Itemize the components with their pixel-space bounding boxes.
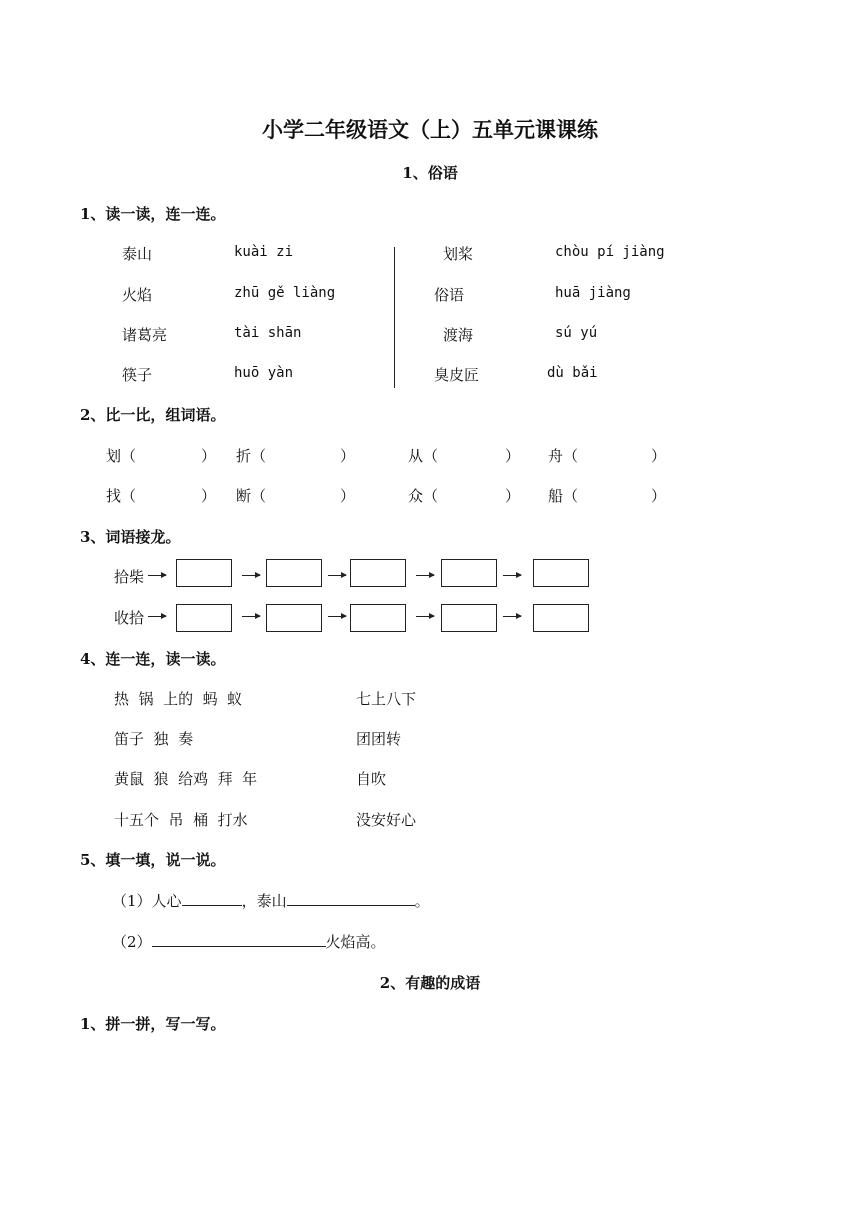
proverb-start: 十五个 吊 桶 打水 [114,811,248,829]
item-number: （1） [112,892,152,910]
left-word: 筷子 [122,366,153,384]
left-pinyin: huō yàn [234,365,294,381]
right-pinyin: huā jiàng [555,285,631,301]
compare-char: 折（ [236,447,267,465]
left-word: 泰山 [122,245,153,263]
fill-line-2 [112,931,386,952]
proverb-start: 笛子 独 奏 [114,730,194,748]
fill-line-1 [112,890,430,911]
right-pinyin: dù bǎi [547,365,598,381]
proverb-end: 七上八下 [356,690,417,708]
compare-char: 从（ [408,447,439,465]
answer-box[interactable] [266,559,322,587]
close-paren: ） [340,447,356,465]
left-pinyin: zhū gě liàng [234,285,336,301]
answer-box[interactable] [176,559,232,587]
q5-heading: 5、填一填，说一说。 [80,851,226,869]
lesson2-q1-heading: 1、拼一拼，写一写。 [80,1015,226,1033]
compare-char: 船（ [548,487,579,505]
q4-heading: 4、连一连，读一读。 [80,650,226,668]
proverb-end: 自吹 [356,770,387,788]
divider-line [394,247,395,388]
arrow-icon [328,616,346,617]
proverb-start: 热 锅 上的 蚂 蚁 [114,690,243,708]
answer-box[interactable] [441,604,497,632]
close-paren: ） [505,487,521,505]
right-word: 划桨 [443,245,474,263]
fill-blank[interactable] [182,891,242,906]
left-word: 诸葛亮 [122,326,168,344]
proverb-end: 团团转 [356,730,402,748]
page-title: 小学二年级语文（上）五单元课课练 [262,117,598,142]
arrow-icon [416,616,434,617]
fill-text: 人心 [151,892,182,910]
close-paren: ） [651,447,667,465]
answer-box[interactable] [441,559,497,587]
fill-text: 火焰高。 [325,933,386,951]
right-word: 臭皮匠 [434,366,480,384]
left-word: 火焰 [122,286,153,304]
item-number: （2） [112,933,152,951]
answer-box[interactable] [350,559,406,587]
chain-start-word: 拾柴 [114,568,145,586]
q2-heading: 2、比一比，组词语。 [80,406,226,424]
arrow-icon [148,616,166,617]
proverb-end: 没安好心 [356,811,417,829]
q3-heading: 3、词语接龙。 [80,528,181,546]
chain-start-word: 收拾 [114,609,145,627]
answer-box[interactable] [533,559,589,587]
right-word: 渡海 [443,326,474,344]
fill-blank[interactable] [152,932,326,947]
arrow-icon [503,575,521,576]
right-pinyin: sú yú [555,325,598,341]
lesson1-title: 1、俗语 [402,164,458,182]
close-paren: ） [340,487,356,505]
compare-char: 断（ [236,487,267,505]
answer-box[interactable] [176,604,232,632]
compare-char: 划（ [106,447,137,465]
arrow-icon [242,616,260,617]
close-paren: ） [201,487,217,505]
arrow-icon [242,575,260,576]
right-pinyin: chòu pí jiàng [555,244,665,260]
right-word: 俗语 [434,286,465,304]
close-paren: ） [651,487,667,505]
answer-box[interactable] [350,604,406,632]
fill-blank[interactable] [287,891,415,906]
arrow-icon [503,616,521,617]
left-pinyin: kuài zi [234,244,294,260]
arrow-icon [416,575,434,576]
proverb-start: 黄鼠 狼 给鸡 拜 年 [114,770,258,788]
lesson2-title: 2、有趣的成语 [379,974,481,992]
compare-char: 找（ [106,487,137,505]
close-paren: ） [505,447,521,465]
close-paren: ） [201,447,217,465]
answer-box[interactable] [533,604,589,632]
fill-text: 。 [414,892,430,910]
compare-char: 众（ [408,487,439,505]
arrow-icon [328,575,346,576]
arrow-icon [148,575,166,576]
answer-box[interactable] [266,604,322,632]
q1-heading: 1、读一读，连一连。 [80,205,226,223]
fill-text: ，泰山 [241,892,287,910]
compare-char: 舟（ [548,447,579,465]
left-pinyin: tài shān [234,325,302,341]
